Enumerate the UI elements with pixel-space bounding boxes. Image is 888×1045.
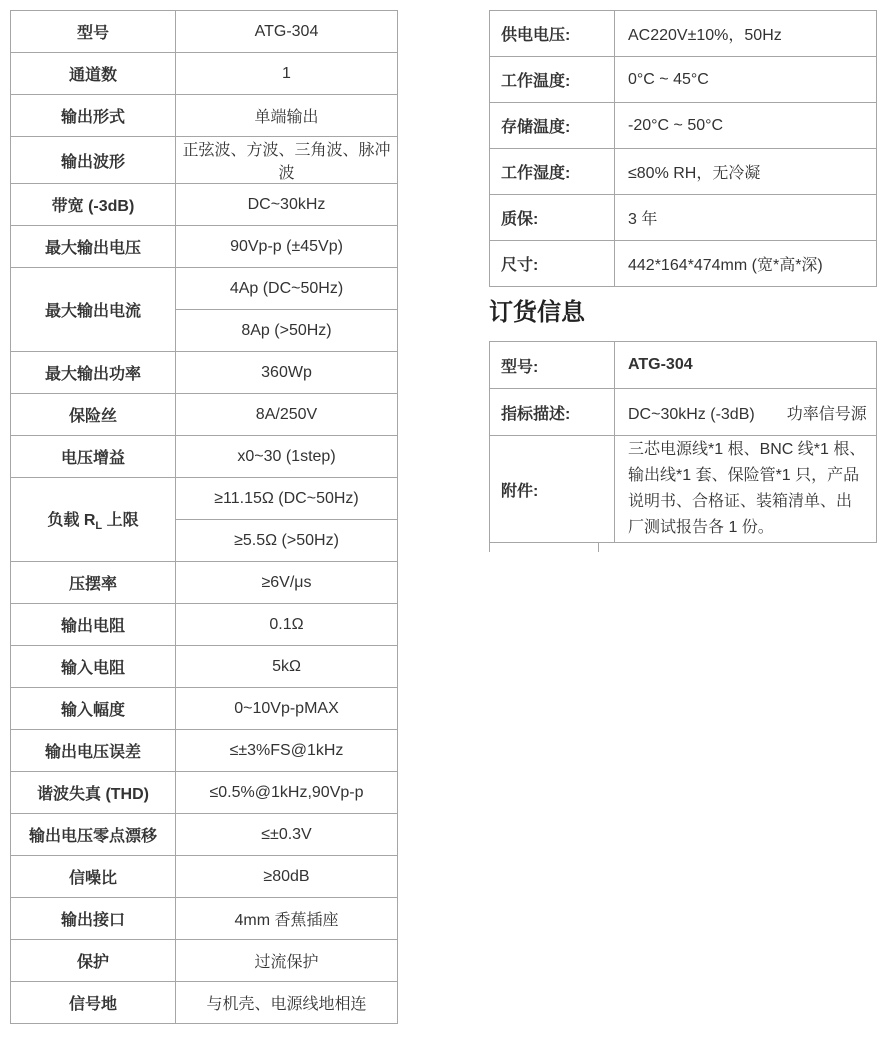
spec-label: 输出形式 xyxy=(11,95,176,137)
load-label-suffix: 上限 xyxy=(102,511,139,529)
table-row xyxy=(11,478,398,520)
env-value: -20°C ~ 50°C xyxy=(615,103,877,149)
spec-value: 正弦波、方波、三角波、脉冲波 xyxy=(176,137,398,184)
spec-label: 输入幅度 xyxy=(11,688,176,730)
env-value: 0°C ~ 45°C xyxy=(615,57,877,103)
spec-label: 保护 xyxy=(11,940,176,982)
table-row xyxy=(11,11,398,53)
spec-label: 输出电压零点漂移 xyxy=(11,814,176,856)
spec-value: 5kΩ xyxy=(176,646,398,688)
spec-value: x0~30 (1step) xyxy=(176,436,398,478)
spec-label: 输出接口 xyxy=(11,898,176,940)
order-table xyxy=(489,341,877,543)
spec-value: ≥80dB xyxy=(176,856,398,898)
table-row xyxy=(11,184,398,226)
table-row xyxy=(11,772,398,814)
table-row xyxy=(11,688,398,730)
load-label-subscript: L xyxy=(95,520,103,533)
table-row xyxy=(490,342,877,389)
spec-value: ATG-304 xyxy=(176,11,398,53)
spec-value: 单端输出 xyxy=(176,95,398,137)
spec-label: 压摆率 xyxy=(11,562,176,604)
table-row xyxy=(490,103,877,149)
table-row xyxy=(11,646,398,688)
table-row xyxy=(11,856,398,898)
table-row xyxy=(11,940,398,982)
load-label-prefix: 负载 R xyxy=(47,511,96,529)
spec-value: 4Ap (DC~50Hz) xyxy=(176,268,398,310)
env-label: 供电电压: xyxy=(490,11,615,57)
order-description-value: DC~30kHz (-3dB) 功率信号源 xyxy=(615,389,877,436)
spec-label: 输出电压误差 xyxy=(11,730,176,772)
env-label: 工作湿度: xyxy=(490,149,615,195)
spec-table xyxy=(10,10,398,1024)
cut-off-row xyxy=(489,543,877,552)
order-accessories-value: 三芯电源线*1 根、BNC 线*1 根、输出线*1 套、保险管*1 只，产品说明书、合格证、装箱清单、出厂测试报告各 1 份。 xyxy=(615,436,877,543)
table-row xyxy=(490,389,877,436)
spec-label: 最大输出功率 xyxy=(11,352,176,394)
spec-label: 保险丝 xyxy=(11,394,176,436)
spec-value: 4mm 香蕉插座 xyxy=(176,898,398,940)
table-row xyxy=(490,436,877,543)
env-label: 质保: xyxy=(490,195,615,241)
spec-label: 输出电阻 xyxy=(11,604,176,646)
spec-value: 90Vp-p (±45Vp) xyxy=(176,226,398,268)
spec-value: ≤±3%FS@1kHz xyxy=(176,730,398,772)
spec-value: ≥11.15Ω (DC~50Hz) xyxy=(176,478,398,520)
spec-label: 信噪比 xyxy=(11,856,176,898)
env-value: ≤80% RH，无冷凝 xyxy=(615,149,877,195)
spec-label: 电压增益 xyxy=(11,436,176,478)
table-row xyxy=(490,241,877,287)
right-column xyxy=(489,10,877,552)
env-value: 3 年 xyxy=(615,195,877,241)
cut-off-border-divider xyxy=(598,543,599,552)
spec-value: 1 xyxy=(176,53,398,95)
table-row xyxy=(11,137,398,184)
spec-label: 带宽 (-3dB) xyxy=(11,184,176,226)
spec-label: 最大输出电流 xyxy=(11,268,176,352)
env-label: 存储温度: xyxy=(490,103,615,149)
order-label: 附件: xyxy=(490,436,615,543)
table-row xyxy=(11,982,398,1024)
table-row xyxy=(490,11,877,57)
spec-value: 360Wp xyxy=(176,352,398,394)
spec-label xyxy=(11,478,176,562)
table-row xyxy=(11,53,398,95)
env-label: 尺寸: xyxy=(490,241,615,287)
table-row xyxy=(11,95,398,137)
spec-label: 信号地 xyxy=(11,982,176,1024)
spec-value: ≤±0.3V xyxy=(176,814,398,856)
order-info-heading: 订货信息 xyxy=(489,299,585,326)
env-value: AC220V±10%，50Hz xyxy=(615,11,877,57)
table-row xyxy=(11,814,398,856)
table-row xyxy=(11,604,398,646)
spec-value: 与机壳、电源线地相连 xyxy=(176,982,398,1024)
table-row xyxy=(490,57,877,103)
spec-value: 过流保护 xyxy=(176,940,398,982)
spec-label: 输入电阻 xyxy=(11,646,176,688)
table-row xyxy=(11,436,398,478)
spec-value: 0.1Ω xyxy=(176,604,398,646)
table-row xyxy=(11,394,398,436)
spec-label: 最大输出电压 xyxy=(11,226,176,268)
spec-label: 型号 xyxy=(11,11,176,53)
env-value: 442*164*474mm (宽*高*深) xyxy=(615,241,877,287)
cut-off-border-left xyxy=(489,543,490,552)
table-row xyxy=(11,226,398,268)
table-row xyxy=(11,562,398,604)
order-label: 型号: xyxy=(490,342,615,389)
spec-label: 谐波失真 (THD) xyxy=(11,772,176,814)
order-label: 指标描述: xyxy=(490,389,615,436)
table-row xyxy=(11,898,398,940)
table-row xyxy=(11,730,398,772)
table-row xyxy=(11,268,398,310)
spec-value: 0~10Vp-pMAX xyxy=(176,688,398,730)
spec-value: ≤0.5%@1kHz,90Vp-p xyxy=(176,772,398,814)
spec-value: ≥6V/μs xyxy=(176,562,398,604)
spec-value: 8A/250V xyxy=(176,394,398,436)
spec-label: 通道数 xyxy=(11,53,176,95)
order-model-value: ATG-304 xyxy=(615,342,877,389)
table-row xyxy=(11,352,398,394)
table-row xyxy=(490,149,877,195)
spec-value: ≥5.5Ω (>50Hz) xyxy=(176,520,398,562)
env-table xyxy=(489,10,877,287)
env-label: 工作温度: xyxy=(490,57,615,103)
spec-label: 输出波形 xyxy=(11,137,176,184)
spec-value: DC~30kHz xyxy=(176,184,398,226)
spec-value: 8Ap (>50Hz) xyxy=(176,310,398,352)
table-row xyxy=(490,195,877,241)
